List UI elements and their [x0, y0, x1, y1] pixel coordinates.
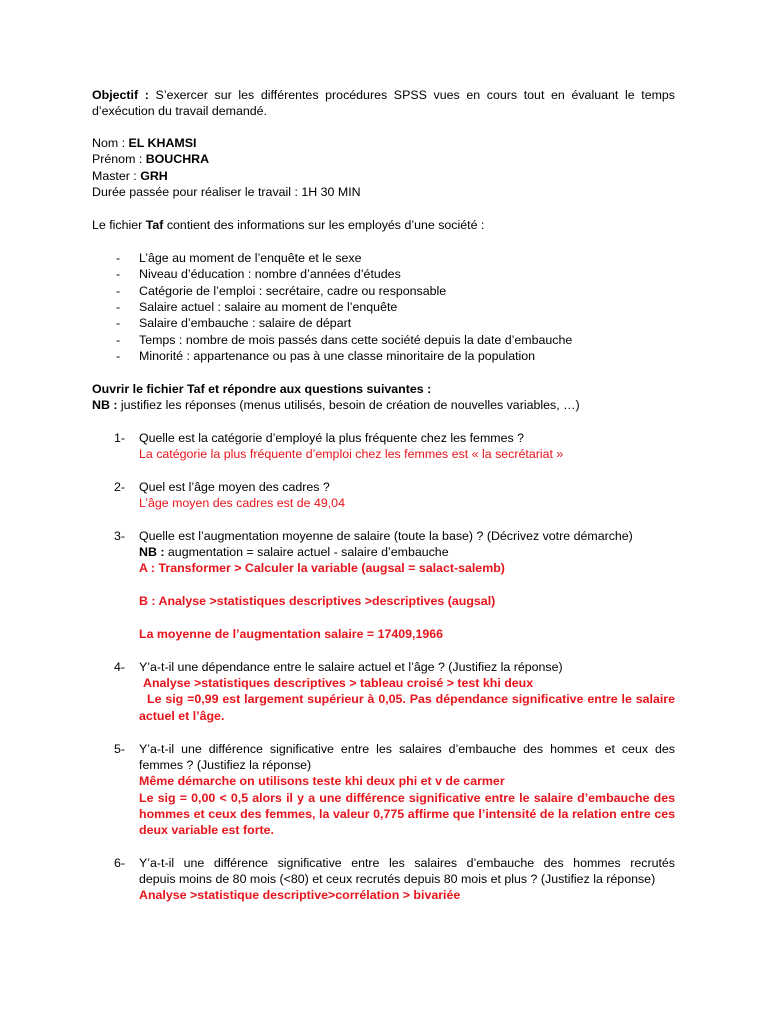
instructions-nb — [92, 397, 580, 413]
question-number: 2- — [114, 480, 126, 494]
master-value: GRH — [140, 169, 168, 183]
duree-line: Durée passée pour réaliser le travail : 1H 30 MIN — [92, 185, 361, 199]
answer-line: hommes et ceux des femmes, la valeur 0,775 affirme que l’intensité de la relation entre ces — [139, 807, 675, 821]
question-text: Quelle est la catégorie d’employé la plus fréquente chez les femmes ? — [139, 431, 525, 445]
question-text: Quel est l’âge moyen des cadres ? — [139, 480, 330, 494]
answer-text: La catégorie la plus fréquente d’emploi chez les femmes est « la secrétariat » — [139, 447, 564, 461]
nom-value: EL KHAMSI — [128, 136, 197, 150]
intro-post: contient des informations sur les employés d’une société : — [163, 218, 485, 232]
nom-line — [92, 135, 196, 151]
intro-pre: Le fichier — [92, 218, 146, 232]
question-text: Y’a-t-il une différence significative entre les salaires d’embauche des hommes et ceux des — [139, 742, 675, 756]
answer-procedure: Analyse >statistique descriptive>corrélation > bivariée — [139, 888, 461, 902]
instructions-open: Ouvrir le fichier Taf et répondre aux questions suivantes : — [92, 382, 432, 396]
question-number: 4- — [114, 660, 126, 674]
answer-procedure: Analyse >statistiques descriptives > tableau croisé > test khi deux — [143, 676, 534, 690]
prenom-line — [92, 151, 209, 167]
question-text: Quelle est l’augmentation moyenne de salaire (toute la base) ? (Décrivez votre démarche) — [139, 529, 633, 543]
intro-bold: Taf — [145, 218, 164, 232]
answer-line: Le sig =0,99 est largement supérieur à 0,05. Pas dépendance significative entre le salaire — [147, 692, 675, 706]
question-number: 6- — [114, 856, 126, 870]
nb-label: NB : — [92, 398, 118, 412]
master-line — [92, 168, 168, 184]
answer-result: La moyenne de l’augmentation salaire = 17409,1966 — [139, 627, 444, 641]
master-label: Master : — [92, 169, 141, 183]
question-text: femmes ? (Justifiez la réponse) — [139, 758, 312, 772]
nb-text: justifiez les réponses (menus utilisés, besoin de création de nouvelles variables, …) — [117, 398, 580, 412]
answer-line: deux variable est forte. — [139, 823, 274, 837]
prenom-value: BOUCHRA — [145, 152, 210, 166]
answer-line: actuel et l’âge. — [139, 709, 225, 723]
question-number: 5- — [114, 742, 126, 756]
prenom-label: Prénom : — [92, 152, 146, 166]
answer-text: L’âge moyen des cadres est de 49,04 — [139, 496, 345, 510]
intro-line — [92, 217, 484, 233]
question-text: depuis moins de 80 mois (<80) et ceux recrutés depuis 80 mois et plus ? (Justifiez la réponse) — [139, 872, 656, 886]
question-text: Y’a-t-il une dépendance entre le salaire actuel et l’âge ? (Justifiez la réponse) — [139, 660, 563, 674]
objectif-label: Objectif : — [92, 88, 149, 102]
answer-line: Le sig = 0,00 < 0,5 alors il y a une différence significative entre le salaire d’embauche des — [139, 791, 675, 805]
objectif-text: S’exercer sur les différentes procédures SPSS vues en cours tout en évaluant le temps d’exécution du travail demandé. — [92, 88, 675, 119]
objectif-paragraph — [92, 87, 675, 120]
question-number: 3- — [114, 529, 126, 543]
answer-procedure: Même démarche on utilisons teste khi deux phi et v de carmer — [139, 774, 505, 788]
answer-step-a: A : Transformer > Calculer la variable (augsal = salact-salemb) — [139, 561, 505, 575]
document-page: Objectif : S’exercer sur les différentes procédures SPSS vues en cours tout en évaluant le temps d’exécution du travail demandé. Nom : EL KHAMSI Prénom : BOUCHRA Master : GRH Durée passée pour réaliser le travail : 1H 30 MIN Le fichier Taf contient des informations sur les employés d’une société : - L’âge au moment de l’enquête et le sexe - Niveau d’éducation : nombre d’années d’études - Catégorie de l’emploi : secrétaire, cadre ou responsable - Salaire actuel : salaire au moment de l’enquête - Salaire d’embauche : salaire de départ - Temps : nombre de mois passés dans cette société depuis la date d’embauche - Minorité : appartenance ou pas à une classe minoritaire de la population Ouvrir le fichier Taf et répondre aux questions suivantes : NB : justifiez les réponses (menus utilisés, besoin de création de nouvelles variables, …) 1- Quelle est la catégorie d’employé la plus fréquente chez les femmes ? La catégorie la plus fréquente d’emploi chez les femmes est « la secrétariat » 2- Quel est l’âge moyen des cadres ? L’âge moyen des cadres est de 49,04 3- Quelle est l’augmentation moyenne de salaire (toute la base) ? (Décrivez votre démarche) NB : augmentation = salaire actuel - salaire d’embauche A : Transformer > Calculer la variable (augsal = salact-salemb) B : Analyse >statistiques descriptives >descriptives (augsal) La moyenne de l’augmentation salaire = 17409,1966 4- Y’a-t-il une dépendance entre le salaire actuel et l’âge ? (Justifiez la réponse) Analyse >statistiques descriptives > tableau croisé > test khi deux Le sig =0,99 est largement supérieur à 0,05. Pas dépendance significative entre le salaire actuel et l’âge. 5- Y’a-t-il une différence significative entre les salaires d’embauche des hommes et ceux des femmes ? (Justifiez la réponse) Même démarche on utilisons teste khi deux phi et v de carmer Le sig = 0,00 < 0,5 alors il y a une différence significative entre le salaire d’embauche des hommes et ceux des femmes, la valeur 0,775 affirme que l’intensité de la relation entre ces deux variable est forte. 6- Y’a-t-il une différence significative entre les salaires d’embauche des hommes recrutés depuis moins de 80 mois (<80) et ceux recrutés depuis 80 mois et plus ? (Justifiez la réponse) Analyse >statistique descriptive>corrélation > bivariée — [92, 88, 675, 902]
question-text: Y’a-t-il une différence significative entre les salaires d’embauche des hommes recrutés — [139, 856, 675, 870]
nom-label: Nom : — [92, 136, 129, 150]
question-number: 1- — [114, 431, 126, 445]
question-nb: NB : augmentation = salaire actuel - salaire d’embauche — [139, 545, 449, 559]
answer-step-b: B : Analyse >statistiques descriptives >descriptives (augsal) — [139, 594, 496, 608]
